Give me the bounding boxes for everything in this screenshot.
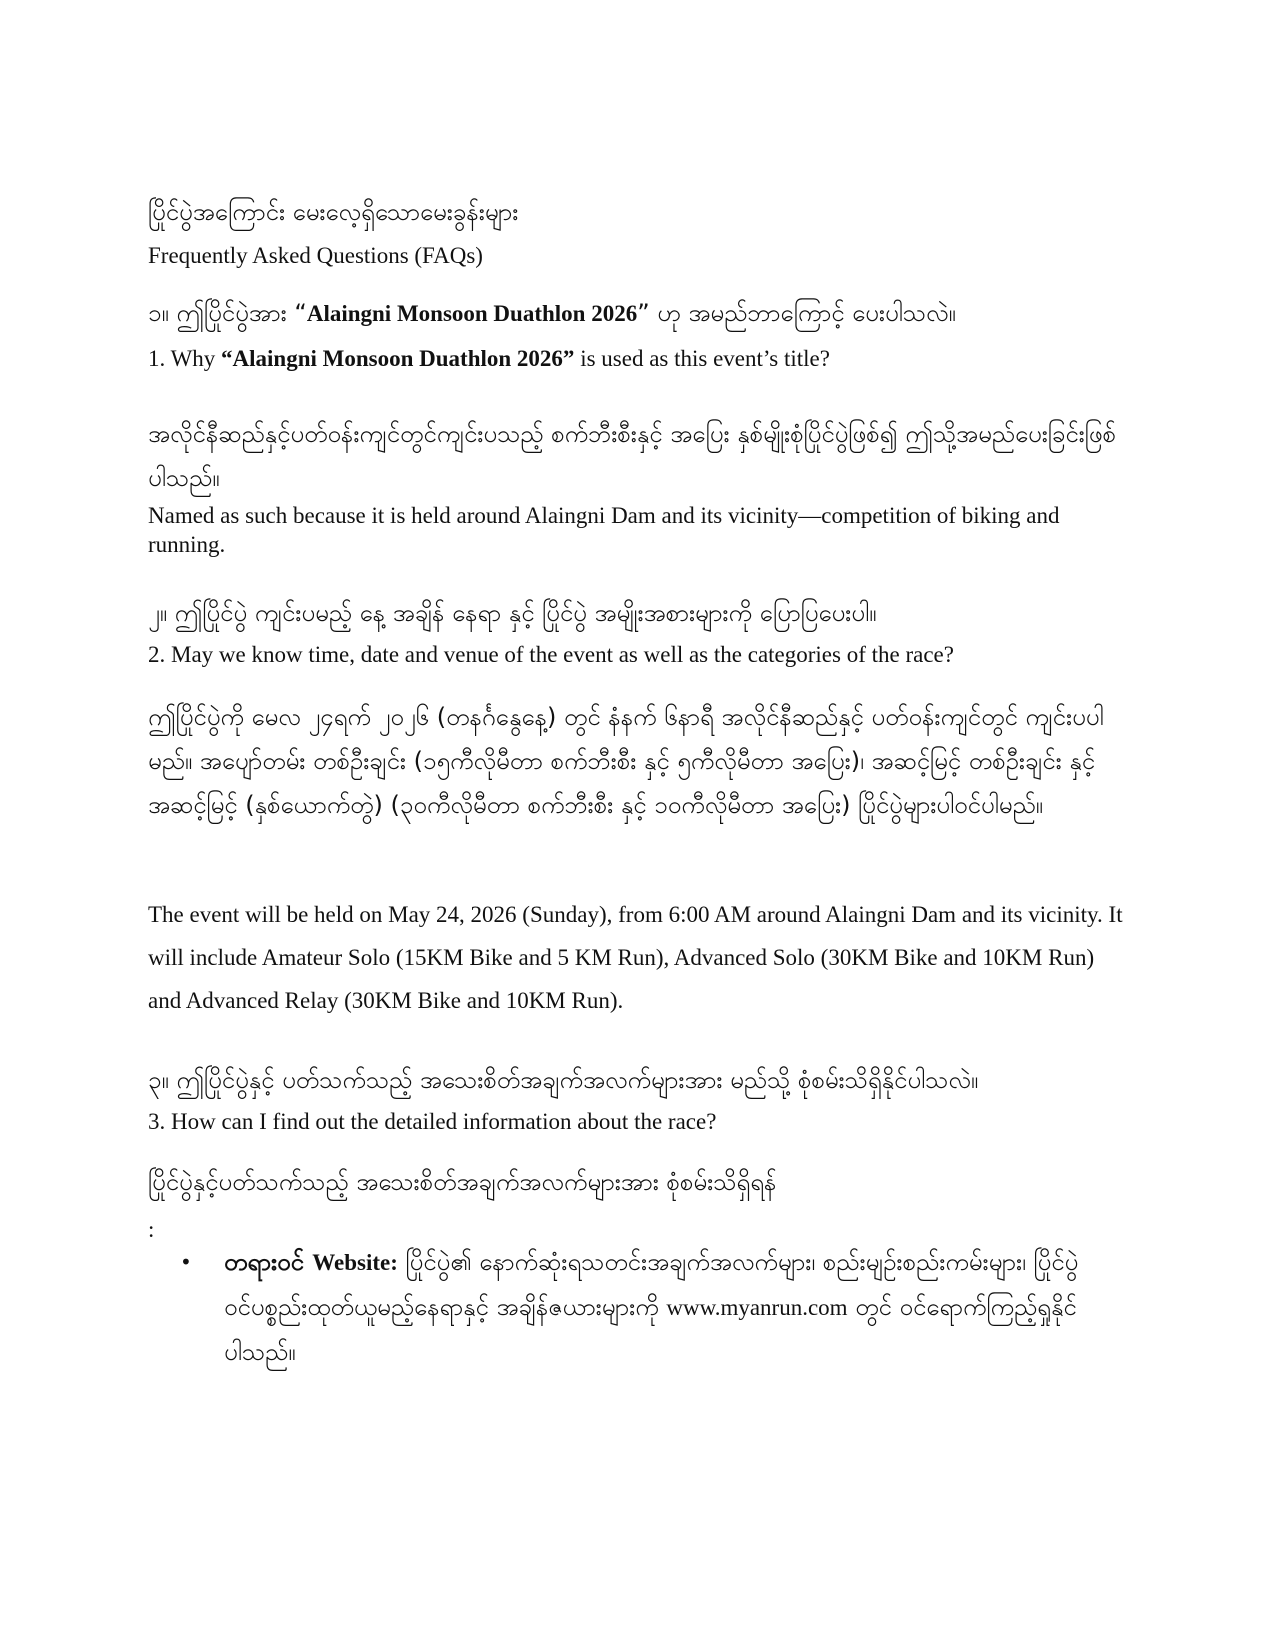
- faq-3-answer-colon: :: [148, 1217, 155, 1242]
- faq-1-question-english: [148, 344, 1128, 373]
- faq-3-answer-myanmar: ပြိုင်ပွဲနှင့်ပတ်သက်သည့် အသေးစိတ်အချက်အလက်များအား စုံစမ်းသိရှိရန်: [148, 1168, 777, 1196]
- faq-1-question-myanmar-event-name: Alaingni Monsoon Duathlon 2026: [306, 301, 638, 326]
- bullet-label-myanmar: တရားဝင်: [224, 1248, 313, 1276]
- faq-1-question-myanmar-suffix: ” ဟု အမည်ဘာကြောင့် ပေးပါသလဲ။: [637, 299, 956, 327]
- faq-1-question-english-prefix: 1. Why: [148, 346, 222, 371]
- page-title-myanmar: ပြိုင်ပွဲအကြောင်း မေးလေ့ရှိသောမေးခွန်းများ: [148, 198, 519, 226]
- faq-1-question-myanmar-prefix: ၁။ ဤပြိုင်ပွဲအား “: [148, 299, 307, 327]
- faq-1-answer-myanmar: အလိုင်နီဆည်နှင့်ပတ်ဝန်းကျင်တွင်ကျင်းပသည့် စက်ဘီးစီးနှင့် အပြေး နှစ်မျိုးစုံပြိုင်ပွဲဖြစ်၍ ဤသို့အမည်ပေးခြင်းဖြစ်ပါသည်။: [148, 420, 1116, 492]
- faq-2-question-english: 2. May we know time, date and venue of the event as well as the categories of the race?: [148, 642, 954, 667]
- bullet-text-part-1: ပြိုင်ပွဲ၏ နောက်ဆုံးရသတင်းအချက်အလက်များ၊ စည်းမျဉ်းစည်းကမ်းများ၊ ပြိုင်ပွဲဝင်ပစ္စည်းထုတ်ယူမည့်နေရာနှင့် အချိန်ဇယားများကို: [224, 1248, 1079, 1321]
- faq-2-answer-myanmar: ဤပြိုင်ပွဲကို မေလ ၂၄ရက် ၂၀၂၆ (တနင်္ဂနွေနေ့) တွင် နံနက် ၆နာရီ အလိုင်နီဆည်နှင့် ပတ်ဝန်းကျင်တွင် ကျင်းပပါမည်။ အပျော်တမ်း တစ်ဦးချင်း (၁၅ကီလိုမီတာ စက်ဘီးစီး နှင့် ၅ကီလိုမီတာ အပြေး)၊ အဆင့်မြင့် တစ်ဦးချင်း နှင့် အဆင့်မြင့် (နှစ်ယောက်တွဲ) (၃၀ကီလိုမီတာ စက်ဘီးစီး နှင့် ၁၀ကီလိုမီတာ အပြေး) ပြိုင်ပွဲများပါဝင်ပါမည်။: [148, 703, 1104, 819]
- faq-2-question-myanmar: ၂။ ဤပြိုင်ပွဲ ကျင်းပမည့် နေ့ အချိန် နေရာ နှင့် ပြိုင်ပွဲ အမျိုးအစားများကို ပြောပြပေးပါ။: [148, 599, 877, 627]
- bullet-text: [224, 1240, 1104, 1374]
- faq-3-question-english: 3. How can I find out the detailed information about the race?: [148, 1109, 717, 1134]
- faq-1-question-english-event-name: “Alaingni Monsoon Duathlon 2026”: [221, 346, 575, 371]
- faq-1-question-myanmar: [148, 291, 1128, 335]
- faq-2-answer-english: The event will be held on May 24, 2026 (Sunday), from 6:00 AM around Alaingni Dam and its vicinity. It will include Amateur Solo (15KM Bike and 5 KM Run), Advanced Solo (30KM Bike and 10KM Run) and Advanced Relay (30KM Bike and 10KM Run).: [148, 902, 1123, 1013]
- website-link[interactable]: www.myanrun.com: [666, 1295, 848, 1320]
- page-title-english: Frequently Asked Questions (FAQs): [148, 243, 483, 268]
- bullet-marker: •: [180, 1250, 192, 1274]
- bullet-text-part-2: တွင် ဝင်ရောက်ကြည့်ရှုနိုင်ပါသည်။: [224, 1293, 1077, 1366]
- faq-1-question-english-suffix: is used as this event’s title?: [574, 346, 830, 371]
- bullet-label-english: Website:: [312, 1250, 398, 1275]
- faq-3-question-myanmar: ၃။ ဤပြိုင်ပွဲနှင့် ပတ်သက်သည့် အသေးစိတ်အချက်အလက်များအား မည်သို့ စုံစမ်းသိရှိနိုင်ပါသလဲ။: [148, 1066, 979, 1094]
- faq-1-answer-english: Named as such because it is held around Alaingni Dam and its vicinity—competition of biking and running.: [148, 503, 1060, 557]
